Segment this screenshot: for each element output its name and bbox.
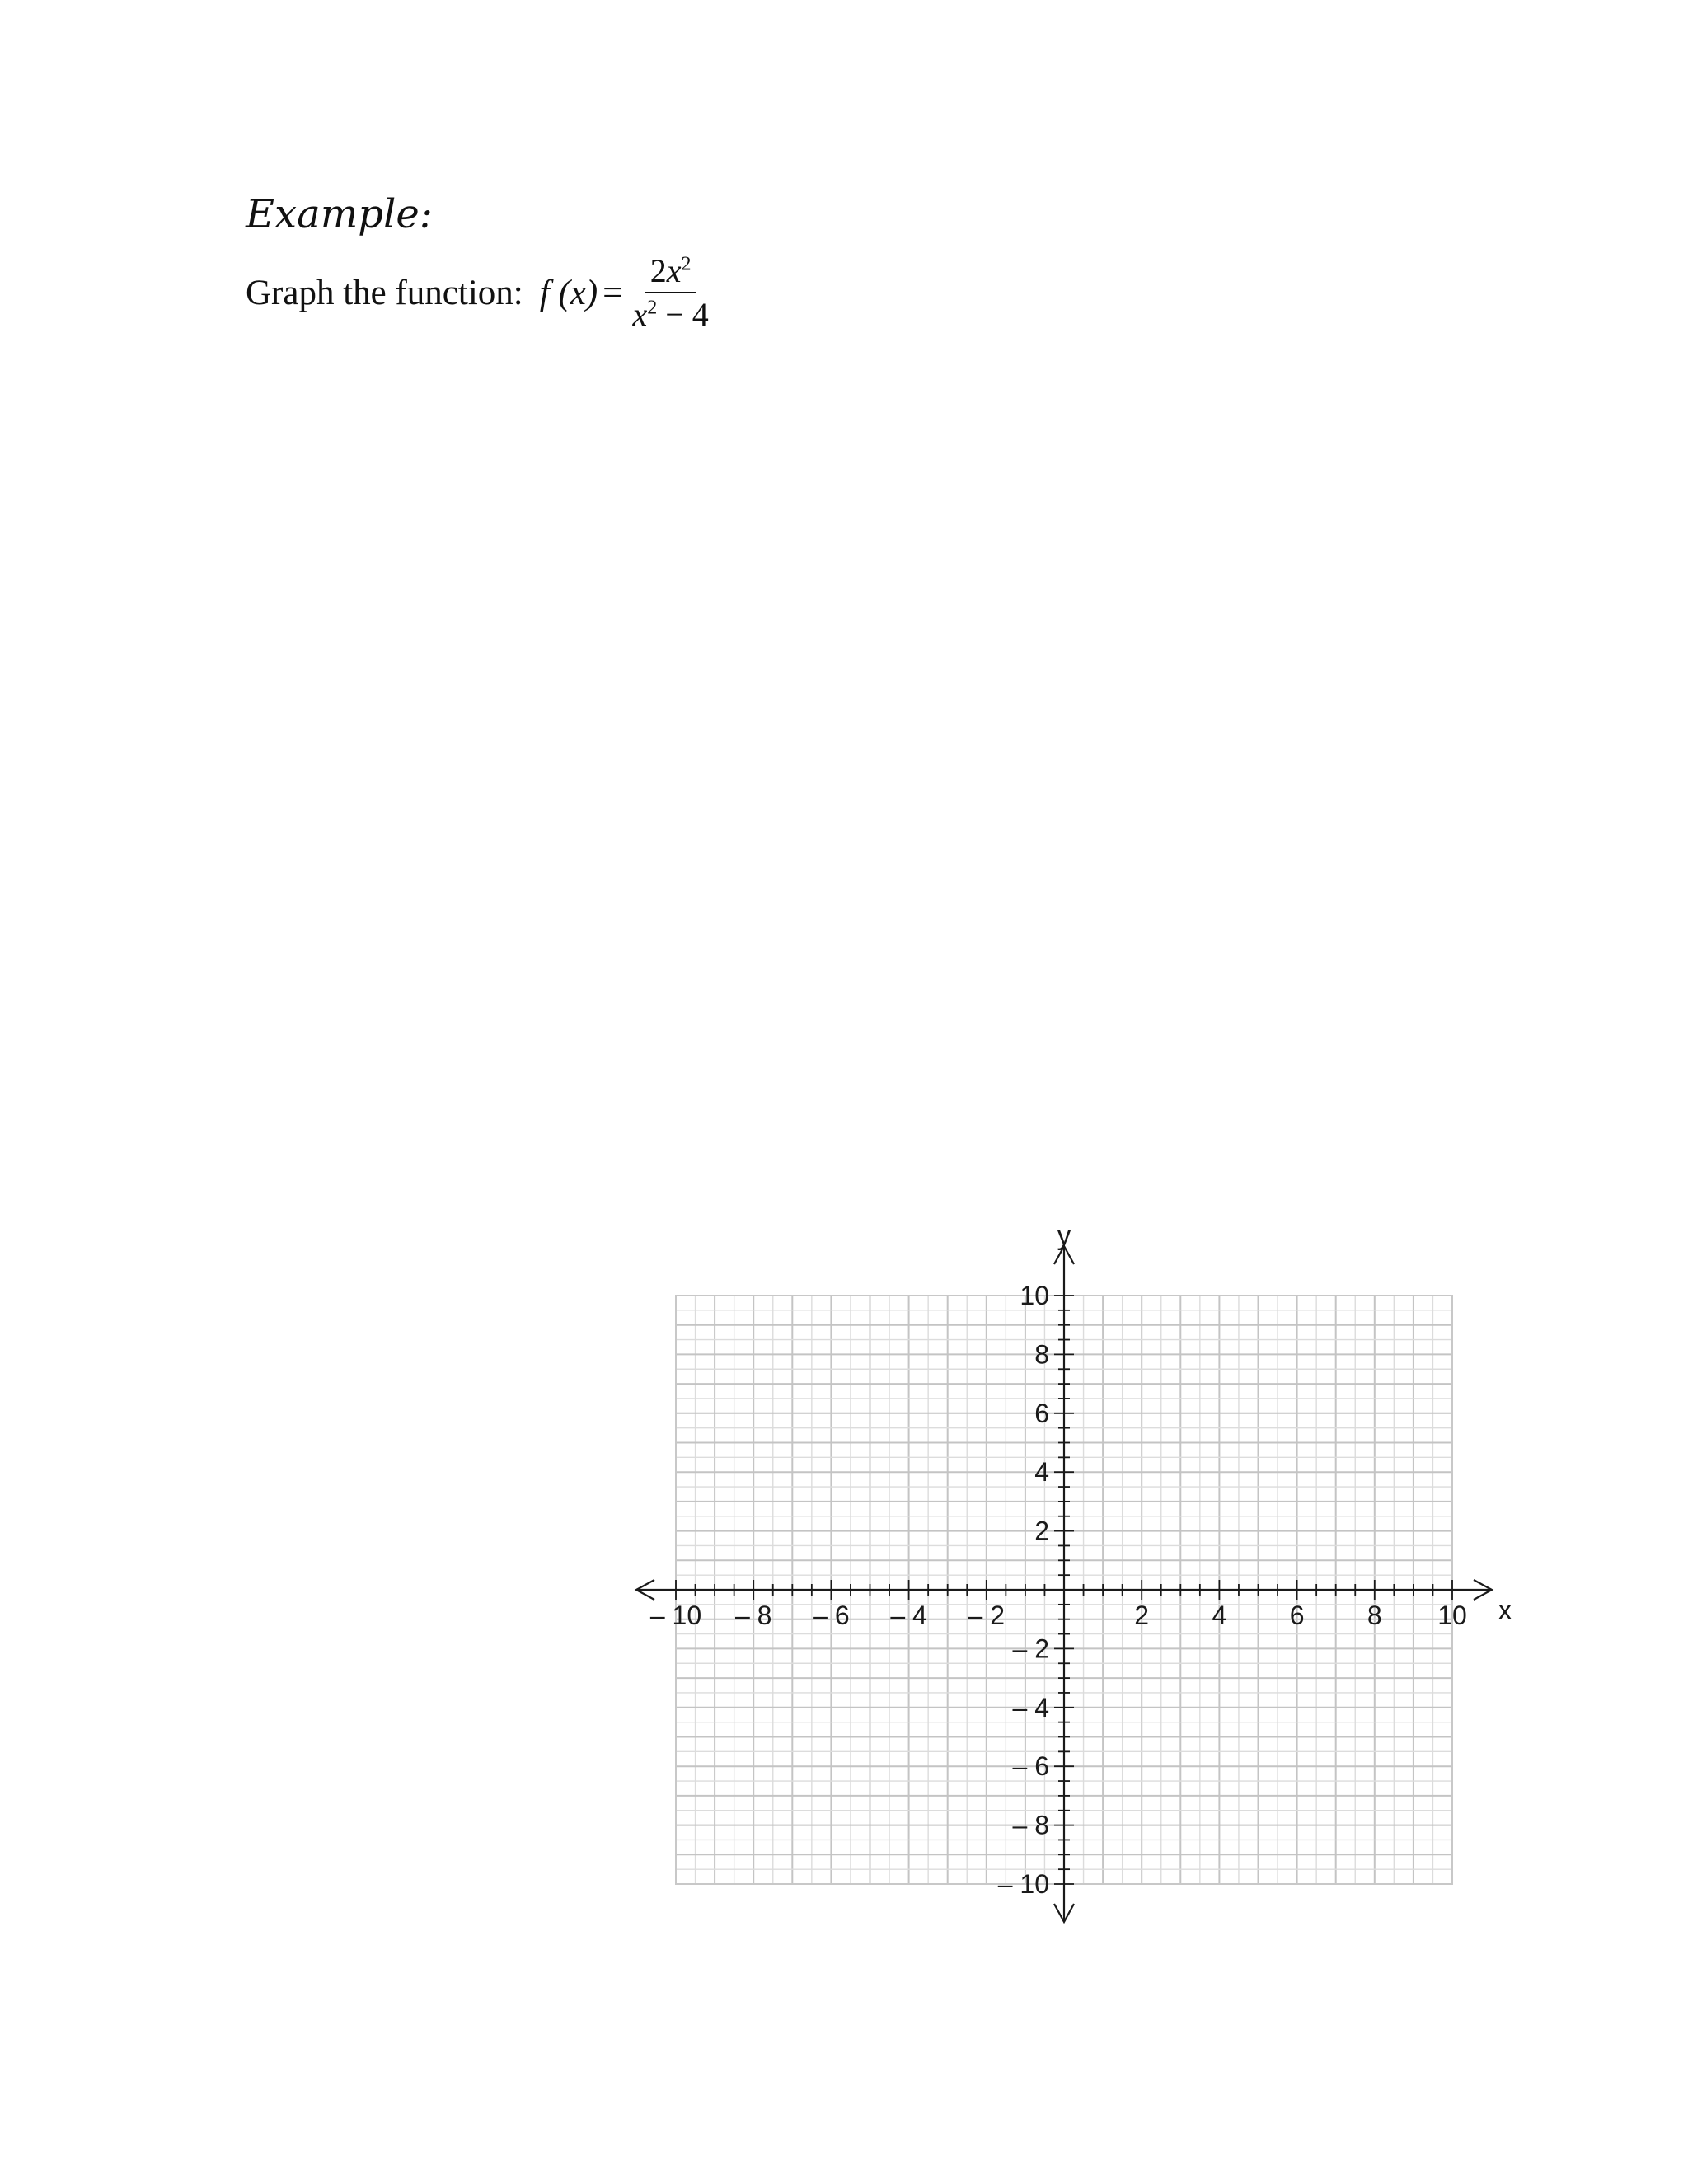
y-tick-label: 6 <box>1034 1398 1049 1428</box>
x-tick-label: 2 <box>1134 1601 1150 1630</box>
x-tick-label: – 2 <box>968 1601 1006 1630</box>
y-tick-label: – 10 <box>997 1869 1049 1899</box>
y-tick-label: 4 <box>1034 1457 1049 1488</box>
y-tick-label: 10 <box>1020 1281 1049 1310</box>
x-tick-label: 8 <box>1367 1601 1382 1630</box>
equals-sign: = <box>603 273 623 312</box>
denominator-variable: x <box>632 296 648 333</box>
tick-labels <box>650 1220 1512 1899</box>
x-tick-label: – 10 <box>649 1601 702 1630</box>
numerator-variable: x <box>666 252 682 289</box>
problem-lead: Graph the function: <box>246 273 523 312</box>
numerator-coefficient: 2 <box>649 252 667 289</box>
function-lhs: f (x) <box>539 273 598 312</box>
denominator-constant: − 4 <box>657 296 709 333</box>
y-axis-label: y <box>1057 1220 1071 1251</box>
y-tick-label: 8 <box>1034 1339 1049 1370</box>
denominator-exponent: 2 <box>647 297 658 319</box>
y-tick-label: – 2 <box>1012 1633 1049 1664</box>
x-tick-label: 4 <box>1212 1601 1227 1630</box>
x-tick-label: 10 <box>1437 1601 1467 1630</box>
y-tick-label: 2 <box>1034 1516 1049 1546</box>
x-tick-label: 6 <box>1289 1601 1305 1630</box>
example-heading: Example: <box>246 191 433 237</box>
y-tick-label: – 6 <box>1012 1751 1049 1782</box>
y-tick-label: – 4 <box>1012 1692 1049 1722</box>
axes <box>636 1246 1492 1922</box>
x-tick-label: – 8 <box>734 1601 772 1630</box>
numerator-exponent: 2 <box>681 253 692 275</box>
x-axis-label: x <box>1498 1595 1512 1626</box>
x-tick-label: – 4 <box>890 1601 927 1630</box>
y-tick-label: – 8 <box>1012 1810 1049 1840</box>
x-tick-label: – 6 <box>813 1601 850 1630</box>
